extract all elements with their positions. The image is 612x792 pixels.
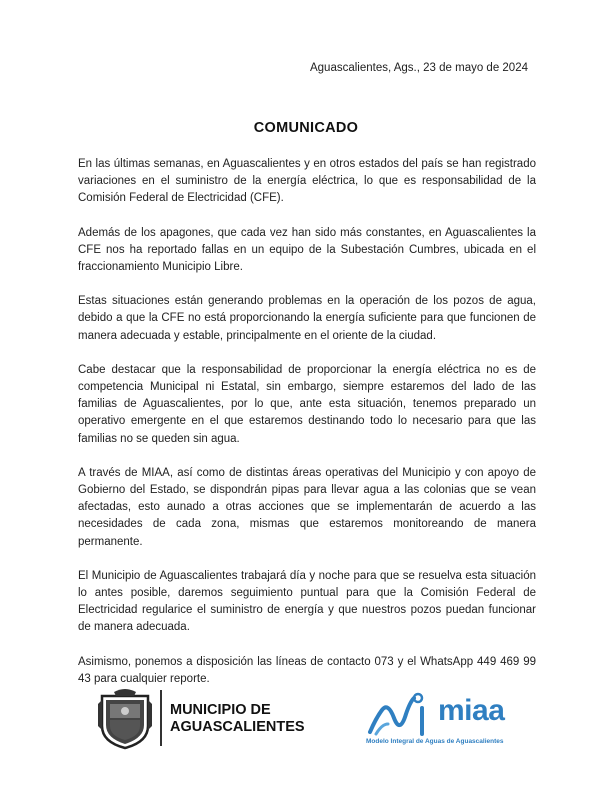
paragraph: Asimismo, ponemos a disposición las líneas de contacto 073 y el WhatsApp 449 469 99 43 para cualquier reporte. — [78, 655, 536, 685]
paragraph: El Municipio de Aguascalientes trabajará día y noche para que se resuelva esta situación lo antes posible, daremos seguimiento puntual para que la Comisión Federal de Electricidad regularice el suministro de energía y que nuestros pozos puedan funcionar de manera adecuada. — [78, 569, 536, 634]
municipio-line-1: MUNICIPIO DE — [170, 702, 271, 718]
document-body — [78, 156, 536, 705]
miaa-wordmark: miaa — [438, 694, 505, 727]
document-title: COMUNICADO — [253, 120, 359, 136]
municipio-coat-of-arms-icon — [96, 686, 154, 750]
miaa-wave-logo-icon — [366, 688, 436, 738]
paragraph: Además de los apagones, que cada vez han sido más constantes, en Aguascalientes la CFE nos ha reportado fallas en un equipo de la Subestación Cumbres, ubicada en el fraccionamiento Municipio Libre. — [78, 226, 536, 274]
paragraph: En las últimas semanas, en Aguascalientes y en otros estados del país se han registrado variaciones en el suministro de la energía eléctrica, lo que es responsabilidad de la Comisión Federal de Electricidad (CFE). — [78, 158, 536, 205]
miaa-subtitle: Modelo Integral de Aguas de Aguascalientes — [366, 738, 504, 745]
municipio-line-2: AGUASCALIENTES — [170, 719, 305, 735]
paragraph: Cabe destacar que la responsabilidad de proporcionar la energía eléctrica no es de competencia Municipal ni Estatal, sin embargo, siempre estaremos del lado de las familias de Aguascalientes, por lo que, ante esta situación, tenemos preparado un operativo emergente en el que estaremos destinando todo lo necesario para que las familias no se queden sin agua. — [78, 363, 536, 445]
footer-logos — [0, 680, 612, 780]
logo-divider — [160, 690, 162, 746]
paragraph: Estas situaciones están generando problemas en la operación de los pozos de agua, debido a que la CFE no está proporcionando la energía suficiente para que funcionen de manera adecuada y estable, principalmente en el oriente de la ciudad. — [78, 295, 536, 342]
paragraph: A través de MIAA, así como de distintas áreas operativas del Municipio y con apoyo de Gobierno del Estado, se dispondrán pipas para llevar agua a las colonias que se vean afectadas, esto aunado a otras acciones que se implementarán de acuerdo a las necesidades de cada zona, mismas que estaremos monitoreando de manera permanente. — [78, 466, 536, 548]
document-date: Aguascalientes, Ags., 23 de mayo de 2024 — [309, 62, 528, 74]
municipio-wordmark — [170, 702, 305, 736]
